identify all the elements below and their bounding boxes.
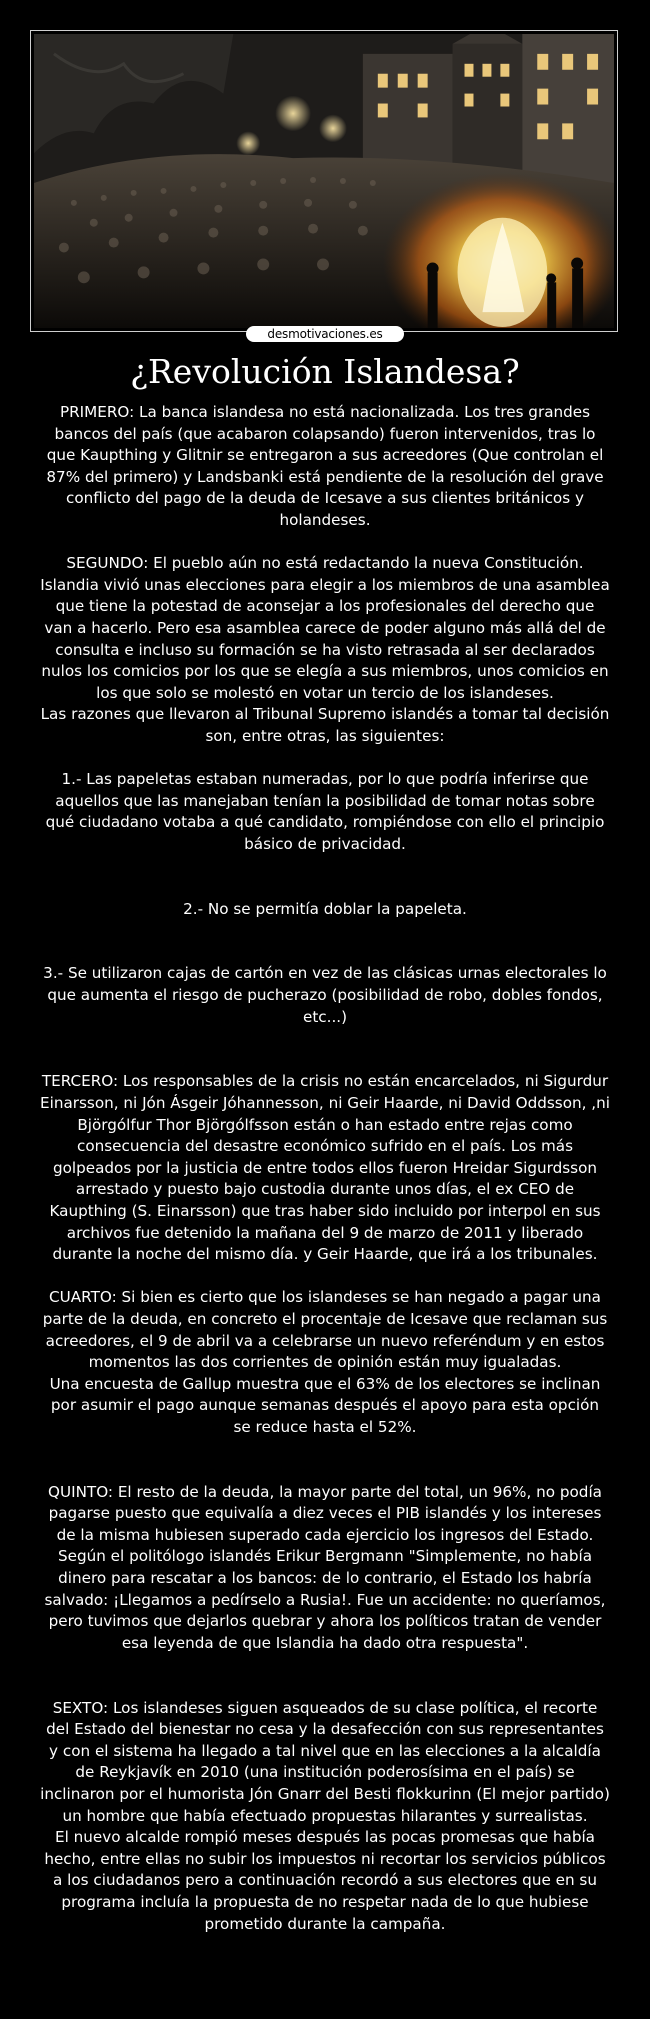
paragraph-razon-1: 1.- Las papeletas estaban numeradas, por lo que podría inferirse que aquellos que las manejaban tenían la posibilidad de tomar notas sobre qué ciudadano votaba a qué candidato, rompiéndose con ello el principio básico de privacidad. [45, 770, 605, 853]
paragraph-sexto: SEXTO: Los islandeses siguen asqueados de su clase política, el recorte del Estado del bienestar no cesa y la desafección con sus representantes y con el sistema ha llegado a tal nivel que en las elecciones a la alcaldía de Reykjavík en 2010 (una institución poderosísima en el país) se inclinaron por el humorista Jón Gnarr del Besti flokkurinn (El mejor partido) un hombre que había efectuado propuestas hilarantes y surrealistas. [40, 1698, 610, 1825]
paragraph-alcalde: El nuevo alcalde rompió meses después las pocas promesas que había hecho, entre ellas no subir los impuestos ni recortar los servicios públicos a los ciudadanos pero a continuación recordó a sus electores que en su programa incluía la propuesta de no respetar nada de lo que hubiese prometido durante la campaña. [44, 1828, 606, 1933]
paragraph-cuarto: CUARTO: Si bien es cierto que los islandeses se han negado a pagar una parte de la deuda, en concreto el procentaje de Icesave que reclaman sus acreedores, el 9 de abril va a celebrarse un nuevo referéndum y en estos momentos las dos corrientes de opinión están muy igualadas. [42, 1288, 608, 1372]
spacer [40, 920, 610, 963]
paragraph-quinto: QUINTO: El resto de la deuda, la mayor parte del total, un 96%, no podía pagarse puesto que equivalía a diez veces el PIB islandés y los intereses de la misma hubiesen superado cada ejercicio los ingresos del Estado. Según el politólogo islandés Erikur Bergmann "Simplemente, no había dinero para rescatar a los bancos: de lo contrario, el Estado los habría salvado: ¡Llegamos a pedírselo a Rusia!. Fue un accidente: no queríamos, pero tuvimos que dejarlos quebrar y ahora los políticos tratan de vender esa leyenda de que Islandia ha dado otra respuesta". [44, 1482, 606, 1652]
poster-title: ¿Revolución Islandesa? [130, 352, 520, 391]
paragraph-segundo: SEGUNDO: El pueblo aún no está redactando la nueva Constitución. Islandia vivió unas elecciones para elegir a los miembros de una asamblea que tiene la potestad de aconsejar a los profesionales del derecho que van a hacerlo. Pero esa asamblea carece de poder alguno más allá del de consulta e incluso su formación se ha visto retrasada al ser declarados nulos los comicios por los que se elegía a sus miembros, unos comicios en los que solo se molestó en votar un tercio de los islandeses. [40, 554, 610, 702]
paragraph-tercero: TERCERO: Los responsables de la crisis no están encarcelados, ni Sigurdur Einarsson, ni Jón Ásgeir Jóhannesson, ni Geir Haarde, ni David Oddsson, ,ni Björgólfur Thor Björgólfsson están o han estado entre rejas como consecuencia del desastre económico sufrido en el país. Los más golpeados por la justicia de entre todos ellos fueron Hreidar Sigurdsson arrestado y puesto bajo custodia durante unos días, el ex CEO de Kaupthing (S. Einarsson) que tras haber sido incluido por interpol en sus archivos fue detenido la mañana del 9 de marzo de 2011 y liberado durante la noche del mismo día. y Geir Haarde, que irá a los tribunales. [40, 1072, 610, 1264]
photo-frame [30, 30, 618, 332]
spacer [40, 1654, 610, 1697]
watermark-badge: desmotivaciones.es [246, 326, 404, 342]
paragraph-razon-3: 3.- Se utilizaron cajas de cartón en vez de las clásicas urnas electorales lo que aumenta el riesgo de pucherazo (posibilidad de robo, dobles fondos, etc...) [43, 964, 607, 1026]
crowd-night-scene [34, 34, 614, 328]
spacer [40, 1028, 610, 1071]
poster-body [40, 402, 610, 1935]
protest-photo [34, 34, 614, 328]
spacer [40, 855, 610, 898]
spacer [40, 1266, 610, 1288]
spacer [40, 532, 610, 554]
spacer [40, 1439, 610, 1482]
spacer [40, 748, 610, 770]
paragraph-razon-2: 2.- No se permitía doblar la papeleta. [183, 899, 467, 918]
paragraph-razones: Las razones que llevaron al Tribunal Supremo islandés a tomar tal decisión son, entre otras, las siguientes: [40, 705, 610, 745]
paragraph-encuesta: Una encuesta de Gallup muestra que el 63% de los electores se inclinan por asumir el pago aunque semanas después el apoyo para esta opción se reduce hasta el 52%. [49, 1374, 601, 1436]
paragraph-primero: PRIMERO: La banca islandesa no está nacionalizada. Los tres grandes bancos del país (que acabaron colapsando) fueron intervenidos, tras lo que Kaupthing y Glitnir se entregaron a sus acreedores (Que controlan el 87% del primero) y Landsbanki está pendiente de la resolución del grave conflicto del pago de la deuda de Icesave a sus clientes británicos y holandeses. [46, 403, 604, 529]
